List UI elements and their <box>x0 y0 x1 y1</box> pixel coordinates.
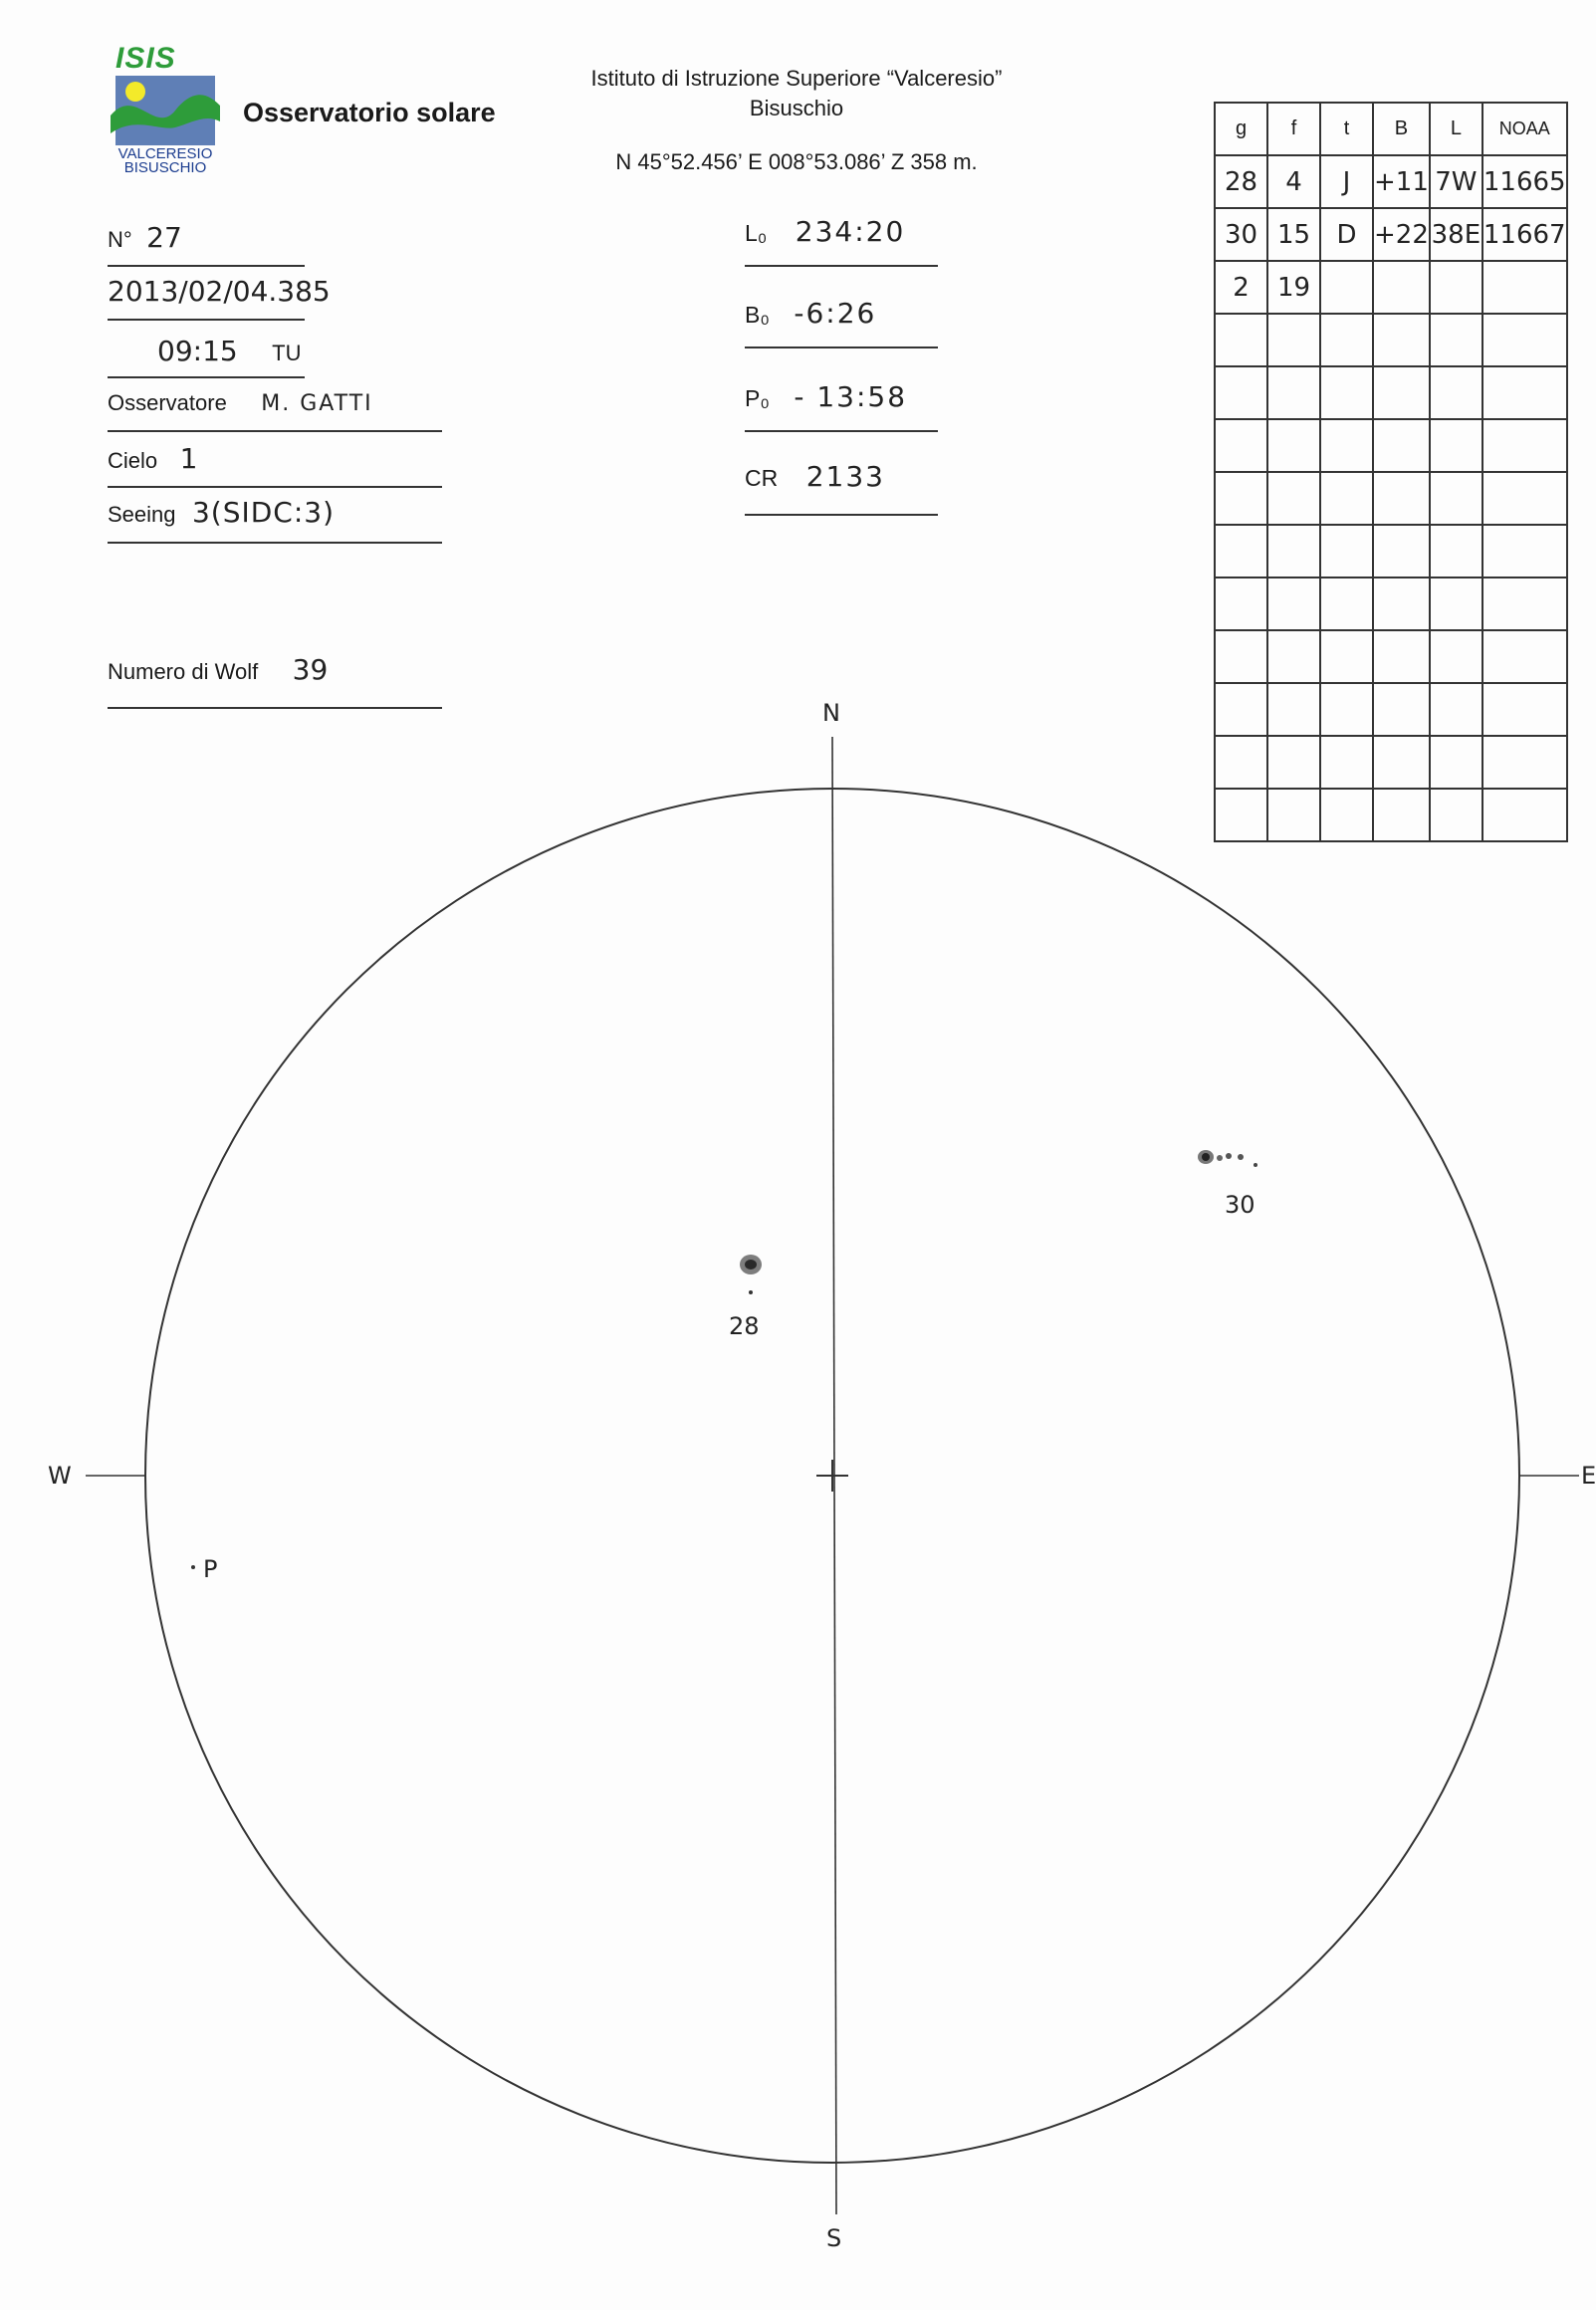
table-cell: J <box>1320 155 1373 208</box>
table-header-cell: g <box>1215 103 1267 155</box>
page-title: Osservatorio solare <box>243 98 496 127</box>
institute-town: Bisuschio <box>749 96 844 120</box>
table-cell: 7W <box>1430 155 1482 208</box>
table-header-cell: L <box>1430 103 1482 155</box>
sky-label: Cielo <box>108 448 158 473</box>
time-unit: TU <box>272 341 302 365</box>
table-header-cell: t <box>1320 103 1373 155</box>
sunspot-group-30-spot <box>1254 1163 1257 1167</box>
table-cell: D <box>1320 208 1373 261</box>
sunspot-group-28-umbra <box>745 1260 757 1270</box>
observer-label: Osservatore <box>108 390 227 415</box>
number-value: 27 <box>146 221 182 254</box>
logo-wordmark: ISIS <box>115 42 176 75</box>
sunspot-group-30-spot <box>1217 1155 1223 1161</box>
logo-caption-line2: BISUSCHIO <box>123 159 207 176</box>
sky-value: 1 <box>179 442 198 475</box>
south-label: S <box>826 2224 842 2252</box>
group-label-28: 28 <box>729 1312 760 1340</box>
wolf-value: 39 <box>292 653 329 686</box>
number-label: N° <box>108 227 132 252</box>
table-cell: 11667 <box>1482 208 1567 261</box>
l0-label: L₀ <box>745 220 768 246</box>
site-coordinates: N 45°52.456’ E 008°53.086’ Z 358 m. <box>615 149 978 174</box>
sunspot-group-30-umbra <box>1202 1153 1210 1161</box>
pole-label: P <box>203 1555 218 1583</box>
b0-value: -6:26 <box>794 297 877 330</box>
table-cell: 38E <box>1430 208 1482 261</box>
table-cell: 19 <box>1267 261 1320 314</box>
west-label: W <box>48 1462 72 1490</box>
table-cell: 11665 <box>1482 155 1567 208</box>
sunspot-group-30-spot <box>1226 1153 1232 1159</box>
table-cell: +11 <box>1373 155 1430 208</box>
p0-value: - 13:58 <box>794 380 908 413</box>
logo-caption-line1: VALCERESIO <box>117 145 213 162</box>
seeing-label: Seeing <box>108 502 176 527</box>
group-label-30: 30 <box>1225 1191 1255 1219</box>
table-cell: 2 <box>1215 261 1267 314</box>
table-cell: 30 <box>1215 208 1267 261</box>
time-value: 09:15 <box>157 335 238 367</box>
seeing-value: 3(SIDC:3) <box>191 496 336 529</box>
east-label: E <box>1581 1462 1596 1490</box>
p0-label: P₀ <box>745 385 770 411</box>
table-header-cell: B <box>1373 103 1430 155</box>
l0-value: 234:20 <box>795 215 906 248</box>
table-cell: 15 <box>1267 208 1320 261</box>
table-cell: +22 <box>1373 208 1430 261</box>
wolf-label: Numero di Wolf <box>108 659 259 684</box>
table-cell: 28 <box>1215 155 1267 208</box>
sunspot-group-28-dot <box>749 1290 753 1294</box>
sunspot-group-30-spot <box>1238 1154 1244 1160</box>
b0-label: B₀ <box>745 302 770 328</box>
table-header-cell: f <box>1267 103 1320 155</box>
table-cell: 4 <box>1267 155 1320 208</box>
cr-label: CR <box>745 465 779 491</box>
observer-value: M. GATTI <box>261 391 373 416</box>
table-header-cell: NOAA <box>1482 103 1567 155</box>
pole-marker-dot <box>191 1565 195 1569</box>
date-value: 2013/02/04.385 <box>108 275 331 308</box>
institute-name: Istituto di Istruzione Superiore “Valceresio” <box>590 66 1003 91</box>
cr-value: 2133 <box>805 460 885 493</box>
north-label: N <box>822 699 840 727</box>
